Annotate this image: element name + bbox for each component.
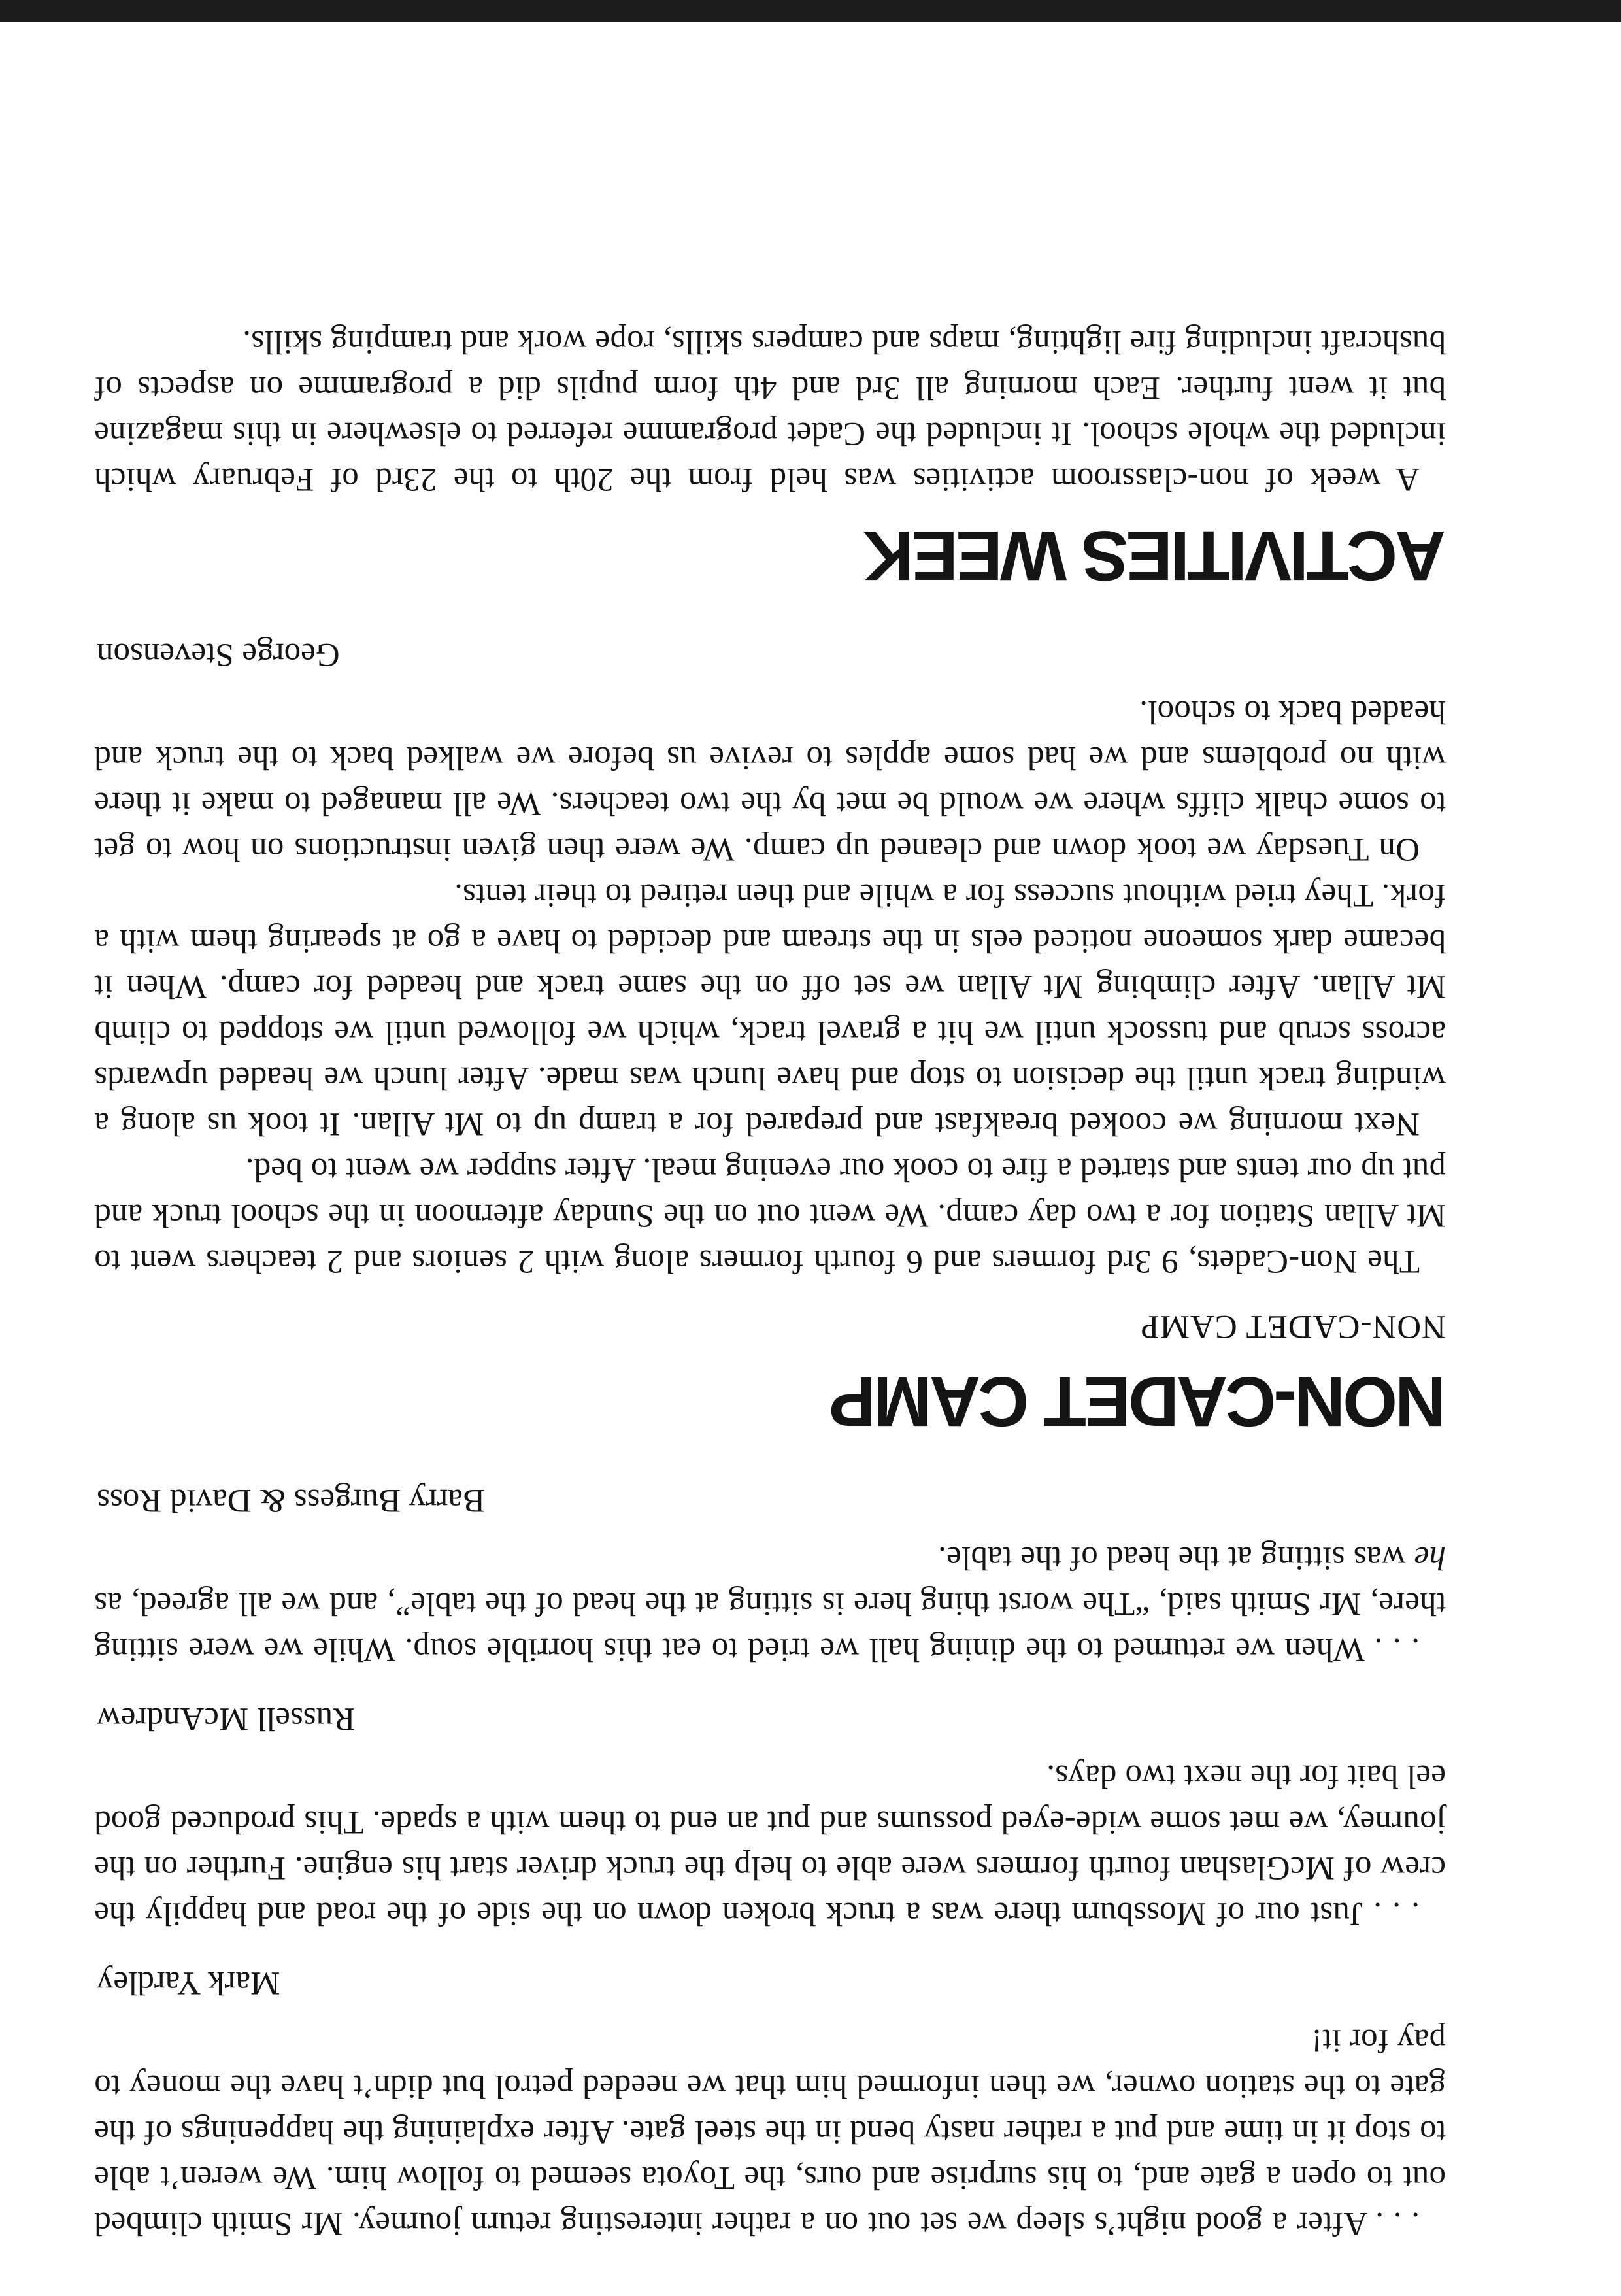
section-subheading: NON-CADET CAMP — [1140, 1308, 1446, 1345]
section-heading-activities-week: ACTIVITIES WEEK — [865, 516, 1446, 596]
body-paragraph: On Tuesday we took down and cleaned up camp. We were then given instructions on how to get to some chalk cliffs where we would be met by the two teachers. We all managed to make it there with no problems and we had some apples to revive us before we walked back to the truck and headed back to school. — [94, 694, 1446, 868]
account-paragraph: . . . Just our of Mossburn there was a truck broken down on the side of the road and happily the crew of McGlashan fourth formers were able to help the truck driver start his engine. Further on the journey, we met some wide-eyed possums and put an end to them with a spade. This produced good eel bait for the next two days. — [94, 1758, 1446, 1932]
author-signature: Barry Burgess & David Ross — [97, 1482, 486, 1519]
account-paragraph — [94, 1535, 1446, 1672]
account-text-end: was sitting at the head of the table. — [937, 1540, 1414, 1576]
author-signature: Russell McAndrew — [97, 1700, 356, 1737]
account-paragraph: . . . After a good night’s sleep we set out on a rather interesting return journey. Mr Smith climbed out to open a gate and, to his surprise and ours, the Toyota seemed to follow him. We weren’t able to stop it in time and put a rather nasty bend in the steel gate. After explaining the happenings of the gate to the station owner, we then informed him that we needed petrol but didn’t have the money to pay for it! — [94, 2022, 1446, 2242]
body-paragraph: A week of non-classroom activities was held from the 20th to the 23rd of February which included the whole school. It included the Cadet programme referred to elsewhere in this magazine but it went further. Each morning all 3rd and 4th form pupils did a programme on aspects of bushcraft including fire lighting, maps and campers skills, rope work and tramping skills. — [94, 324, 1446, 498]
account-text-start: . . . When we returned to the dining hall we tried to eat this horrible soup. While we were sitting there, Mr Smith said, “The worst thing here is sitting at the head of the table”, and we all agreed, as — [94, 1585, 1446, 1668]
scan-edge-artifact — [0, 0, 1621, 22]
author-signature: Mark Yardley — [97, 1965, 280, 2001]
body-paragraph: Next morning we cooked breakfast and prepared for a tramp up to Mt Allan. It took us along a winding track until the decision to stop and have lunch was made. After lunch we headed upwards across scrub and tussock until we hit a gravel track, which we followed until we stopped to climb Mt Allan. After climbing Mt Allan we set off on the same track and headed for camp. When it became dark someone noticed eels in the stream and decided to have a go at spearing them with a fork. They tried without success for a while and then retired to their tents. — [94, 877, 1446, 1142]
page-content — [94, 319, 1446, 2246]
section-heading-non-cadet-camp: NON-CADET CAMP — [831, 1362, 1446, 1442]
body-paragraph: The Non-Cadets, 9 3rd formers and 6 fourth formers along with 2 seniors and 2 teachers went to Mt Allan Station for a two day camp. We went out on the Sunday afternoon in the school truck and put up our tents and started a fire to cook our evening meal. After supper we went to bed. — [94, 1151, 1446, 1279]
author-signature: George Stevenson — [97, 636, 340, 673]
emphasized-word: he — [1414, 1540, 1446, 1576]
